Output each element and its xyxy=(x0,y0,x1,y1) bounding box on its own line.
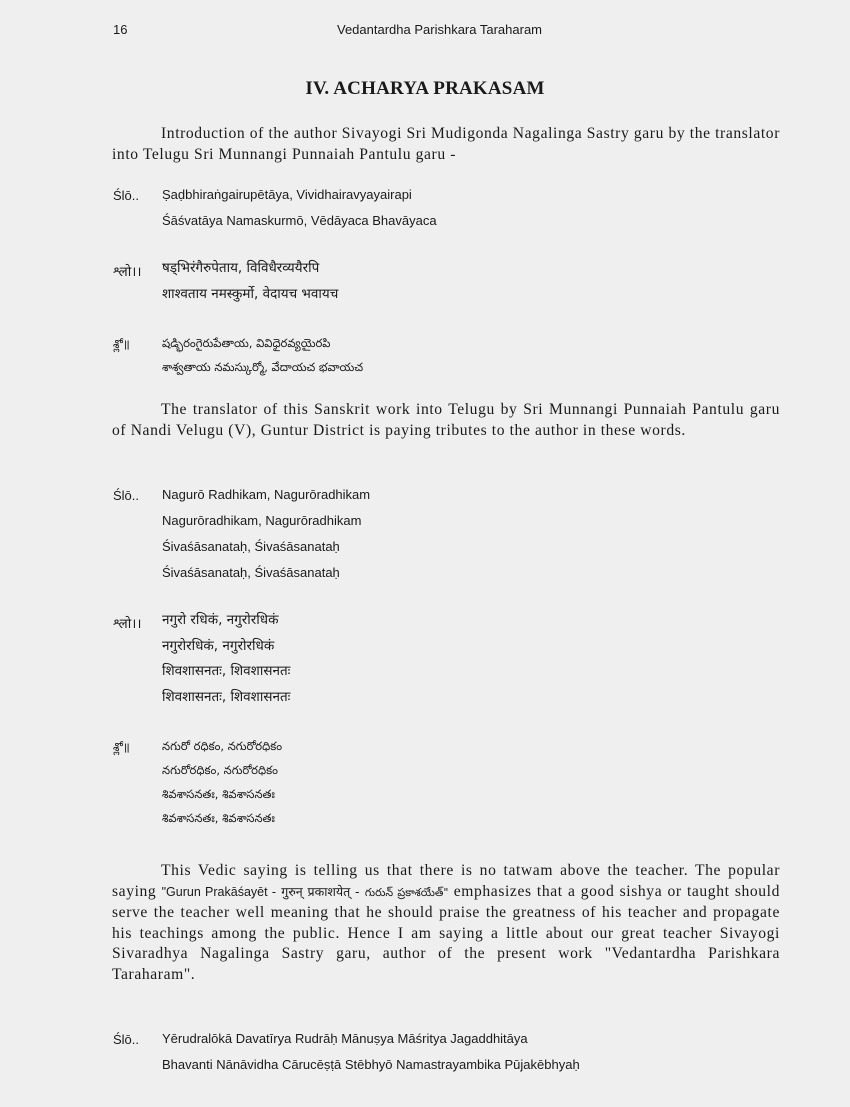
intro-paragraph xyxy=(112,124,780,165)
verse1-roman xyxy=(162,182,437,234)
verse3-label: Ślō.. xyxy=(113,1032,140,1047)
verse2-telugu-line: నగురోరధికం, నగురోరధికం xyxy=(162,763,278,777)
verse2-telugu-label: శ్లో॥ xyxy=(113,740,130,754)
verse2-line: Nagurō Radhikam, Nagurōradhikam xyxy=(162,487,371,502)
verse1-label: Ślō.. xyxy=(113,188,140,203)
verse2-line: Nagurōradhikam, Nagurōradhikam xyxy=(162,513,362,528)
verse3-roman xyxy=(162,1026,580,1078)
verse1-line: Śāśvatāya Namaskurmō, Vēdāyaca Bhavāyaca xyxy=(162,213,437,228)
vedic-quote-roman: "Gurun Prakāśayēt - xyxy=(161,884,276,899)
verse2-line: Śivaśāsanataḥ, Śivaśāsanataḥ xyxy=(162,539,340,554)
verse1-deva-line: षड्भिरंगैरुपेताय, विविधैरव्ययैरपि xyxy=(162,260,320,276)
verse1-line: Ṣaḍbhiraṅgairupētāya, Vividhairavyayairapi xyxy=(162,187,412,202)
verse2-deva-line: शिवशासनतः, शिवशासनतः xyxy=(162,688,291,705)
verse1-telugu-line: శాశ్వతాయ నమస్కుర్మో, వేదాయచ భవాయచ xyxy=(162,360,364,374)
tribute-text: The translator of this Sanskrit work into Telugu by Sri Munnangi Punnaiah Pantulu garu of Nandi Velugu (V), Guntur District is paying tributes to the author in these words. xyxy=(112,401,780,439)
intro-text: Introduction of the author Sivayogi Sri Mudigonda Nagalinga Sastry garu by the translator into Telugu Sri Munnangi Punnaiah Pantulu garu - xyxy=(112,125,780,163)
vedic-text-part2: emphasizes that a good sishya or taught should serve the teacher well meaning that he should praise the greatness of his teacher and propagate his teachings among the public. Hence I am saying a little about our great teacher Sivayogi Sivaradhya Nagalinga Sastry garu, author of the present work "Vedantardha Parishkara Taraharam". xyxy=(112,882,781,983)
verse3-line: Yērudralōkā Davatīrya Rudrāḥ Mānuṣya Māśritya Jagaddhitāya xyxy=(162,1031,528,1046)
verse2-telugu xyxy=(162,734,282,830)
vedic-quote-devanagari: गुरुन् प्रकाशयेत् - xyxy=(281,883,360,899)
verse1-telugu xyxy=(162,331,363,379)
verse2-line: Śivaśāsanataḥ, Śivaśāsanataḥ xyxy=(162,565,340,580)
verse2-telugu-line: శివశాసనతః, శివశాసనతః xyxy=(162,811,275,825)
vedic-text-part1: This Vedic saying is telling us that there is no tatwam above the teacher. The popular saying xyxy=(112,862,780,900)
verse2-telugu-line: నగురో రధికం, నగురోరధికం xyxy=(162,739,283,753)
verse2-label: Ślō.. xyxy=(113,488,140,503)
verse2-devanagari xyxy=(162,608,290,710)
verse3-line: Bhavanti Nānāvidha Cārucēṣṭā Stēbhyō Namastrayambika Pūjakēbhyaḥ xyxy=(162,1057,580,1072)
verse1-telugu-label: శ్లో॥ xyxy=(113,337,130,351)
verse2-deva-line: नगुरो रधिकं, नगुरोरधिकं xyxy=(162,612,279,628)
page-number: 16 xyxy=(113,22,128,37)
verse1-deva-label: श्लो।। xyxy=(113,264,142,280)
verse2-roman xyxy=(162,482,370,586)
vedic-quote-telugu: గురున్ ప్రకాశయేత్" xyxy=(364,885,449,899)
running-header: Vedantardha Parishkara Taraharam xyxy=(337,22,542,37)
verse2-deva-label: श्लो।। xyxy=(113,616,142,632)
verse2-deva-line: नगुरोरधिकं, नगुरोरधिकं xyxy=(162,637,275,654)
tribute-paragraph xyxy=(112,400,780,441)
verse1-devanagari xyxy=(162,256,338,307)
verse1-deva-line: शाश्वताय नमस्कुर्मो, वेदायच भवायच xyxy=(162,285,339,302)
chapter-title: IV. ACHARYA PRAKASAM xyxy=(305,78,545,99)
verse2-telugu-line: శివశాసనతః, శివశాసనతః xyxy=(162,787,275,801)
verse1-telugu-line: షడ్భిరంగైరుపేతాయ, వివిధైరవ్యయైరపి xyxy=(162,336,331,350)
vedic-paragraph xyxy=(112,861,780,985)
verse2-deva-line: शिवशासनतः, शिवशासनतः xyxy=(162,663,291,679)
